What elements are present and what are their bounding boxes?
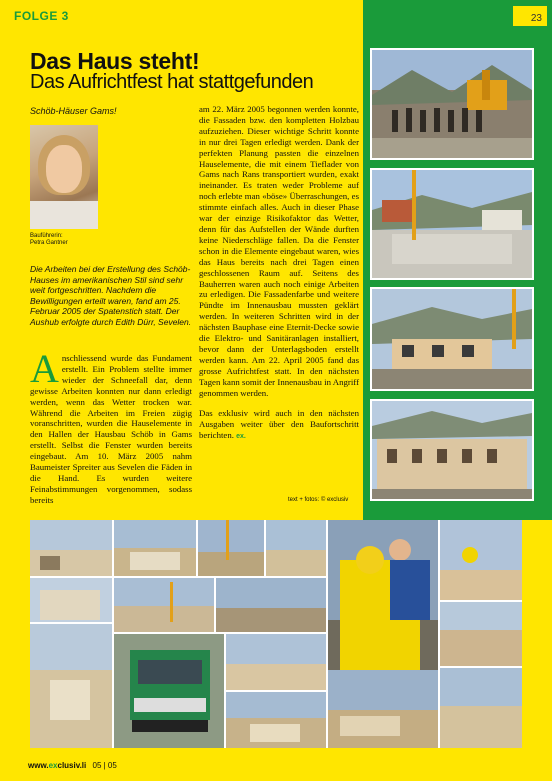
- photo-groundbreaking: [370, 48, 534, 160]
- portrait-photo: [30, 125, 98, 229]
- article-subtitle: Das Aufrichtfest hat stattgefunden: [30, 71, 314, 93]
- body-text-3-content: Das exklusiv wird auch in den nächsten Ausgaben weiter über den Baufortschritt berichten.: [199, 408, 359, 441]
- article-lead: Die Arbeiten bei der Erstellung des Schöb-Hauses im amerikanischen Stil sind sehr weit fortgeschritten. Nachdem die Bewilligungen erteilt waren, fand am 25. Februar 2005 der Spatenstich statt. Der Aushub erfolgte durch Edith Dürr, Sevelen.: [30, 264, 192, 327]
- footer-url: [28, 761, 86, 770]
- caption-name: Petra Gantner: [30, 240, 68, 246]
- footer-issue: 05 | 05: [92, 761, 117, 770]
- body-text-2: am 22. März 2005 begonnen werden konnte, die Fassaden bzw. den kompletten Holzbau aufzuziehen. Dieser wichtige Schritt konnte in nur drei Tagen erledigt werden. Dank der perfekten Planung passten die einzelnen Hauselemente, die mit einem Tieflader von Gams nach Rans transportiert wurden, exakt ineinander. Es traten weder Probleme auf noch erlebte man «böse» Überraschungen, es stimmte einfach alles. Auch in dieser Phase war der einzige Risikofaktor das Wetter, denn für das Aufstellen der Wände durften keine Niederschläge fallen. Da die Fenster schon in die Elemente eingebaut waren, wies das Haus bereits nach drei Tagen einen geschlossenen Raum auf. Seitens des Bauherren waren auch noch einige Arbeiten zu erledigen. Die Fassadenfarbe und weitere Pündte im Innenausbau mussten geklärt werden. In weiteren Schritten wird in der nächsten Bauphase eine Eternit-Decke sowie die Elektro- und Sanitäranlagen installiert, bevor dann der Unterlagsboden erstellt werden kann. Am 22. April 2005 fand das grosse Aufrichtfest statt. In den nächsten Tagen kann somit der Innenausbau in Angriff genommen werden.: [199, 104, 359, 398]
- footer-url-ex: ex: [48, 761, 58, 770]
- body-text-3: [199, 408, 359, 443]
- photo-foundation: [370, 168, 534, 280]
- signoff: ex.: [236, 433, 246, 441]
- drop-cap: A: [30, 346, 59, 391]
- photo-rooftop: [370, 399, 534, 501]
- portrait-caption: [30, 233, 68, 247]
- caption-role: Bauführerin:: [30, 233, 63, 239]
- bottom-photo-grid: [30, 520, 522, 748]
- body-text-1: nschliessend wurde das Fundament erstellt. Ein Problem stellte immer wieder der Schneefall dar, denn gewisse Arbeiten konnten nur dann erledigt werden, wenn das Wetter trocken war. Während die Arbeiten im Freien zügig voranschritten, wurden die Hauselemente in den Hallen der Hausbau Schöb in Gams erstellt. Selbst die Fenster wurden bereits eingebaut. Am 10. März 2005 nahm Baumeister Spreiter aus Sevelen die Fäden in die Hand. Es wurden weitere Feinabstimmungen vorgenommen, sodass bereits: [30, 353, 192, 505]
- article-kicker: Schöb-Häuser Gams!: [30, 106, 117, 116]
- footer: [28, 761, 117, 770]
- photo-credit: text + fotos: © exclusiv: [288, 497, 349, 503]
- footer-url-post: clusiv.li: [57, 761, 87, 770]
- footer-url-pre: www.: [28, 761, 49, 770]
- body-column-1: [30, 346, 192, 506]
- photo-walls: [370, 287, 534, 391]
- body-column-2: [199, 104, 359, 453]
- page-number: 23: [530, 13, 542, 24]
- article-title: Das Haus steht!: [30, 48, 200, 74]
- series-label: FOLGE 3: [14, 9, 69, 23]
